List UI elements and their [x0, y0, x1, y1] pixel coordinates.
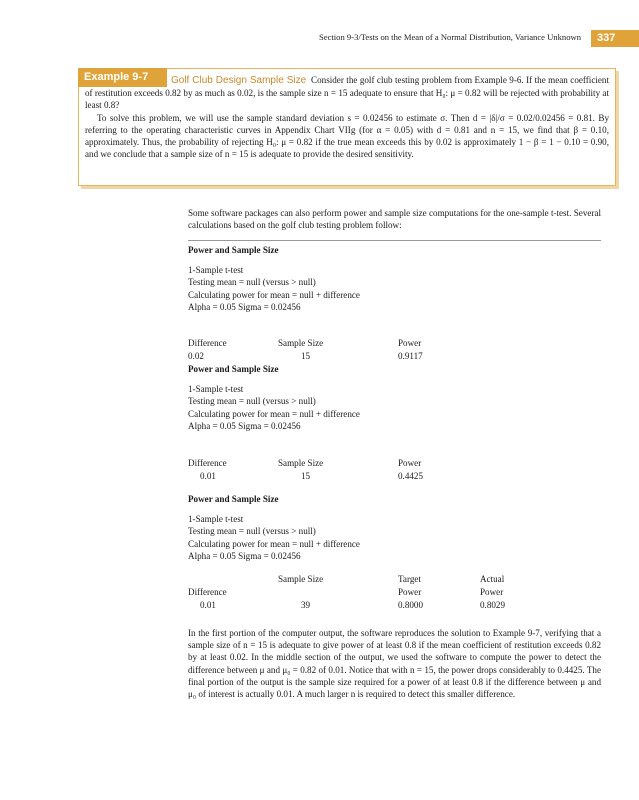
output-2-table [188, 457, 601, 483]
example-para-1-text: Consider the golf club testing problem from Example 9-6. If the mean coefficient of restitution exceeds 0.82 by as much as 0.02, is the sample size n = 15 adequate to ensure that H₀: μ = 0.82 will be rejected with probability at least 0.8? [85, 75, 609, 111]
col-header: Difference [188, 458, 227, 468]
example-title: Golf Club Design Sample Size [171, 75, 307, 86]
col-header: Target [398, 574, 421, 584]
output-3 [188, 493, 360, 562]
example-para-2: To solve this problem, we will use the sample standard deviation s = 0.02456 to estimate σ. Then d = |δ|/σ = 0.02/0.02456 = 0.81. By referring to the operating characteristic curves in Appendix Chart VIIg (for α = 0.05) with d = 0.81 and n = 15, we find that β = 0.10, approximately. Thus, the probability of rejecting H₀: μ = 0.82 if the true mean exceeds this by 0.02 is approximately 1 − β = 1 − 0.10 = 0.90, and we conclude that a sample size of n = 15 is adequate to provide the desired sensitivity. [85, 112, 609, 160]
divider [188, 240, 601, 241]
cell-difference: 0.01 [200, 600, 216, 610]
col-header: Power [398, 338, 422, 348]
col-header: Difference [188, 338, 227, 348]
output-heading: Power and Sample Size [188, 494, 279, 504]
cell-sample-size: 15 [301, 351, 311, 361]
cell-sample-size: 39 [301, 600, 311, 610]
col-header: Sample Size [278, 338, 324, 348]
cell-difference: 0.02 [188, 351, 204, 361]
cell-target-power: 0.8000 [398, 600, 424, 610]
output-line: Testing mean = null (versus > null) [188, 396, 316, 407]
output-test: 1-Sample t-test [188, 514, 244, 525]
col-header: Sample Size [278, 458, 324, 468]
col-header: Sample Size [278, 574, 324, 584]
output-test: 1-Sample t-test [188, 384, 244, 395]
output-heading: Power and Sample Size [188, 245, 279, 255]
outro-paragraph: In the first portion of the computer output, the software reproduces the solution to Example 9-7, verifying that a sample size of n = 15 is adequate to give power of at least 0.8 if the mean coefficient of restitution exceeds 0.82 by at least 0.02. In the middle section of the output, we used the software to compute the power to detect the difference between μ and μ₀ = 0.82 of 0.01. Notice that with n = 15, the power drops considerably to 0.4425. The final portion of the output is the sample size required for a power of at least 0.8 if the difference between μ and μ₀ of interest is actually 0.01. A much larger n is required to detect this smaller difference. [188, 628, 601, 700]
col-header: Power [398, 458, 422, 468]
cell-power: 0.4425 [398, 471, 424, 481]
output-line: Alpha = 0.05 Sigma = 0.02456 [188, 550, 301, 561]
example-label: Example 9-7 [78, 68, 167, 87]
page-header [0, 30, 639, 48]
col-header: Difference [188, 587, 227, 597]
output-line: Alpha = 0.05 Sigma = 0.02456 [188, 301, 301, 312]
output-1 [188, 244, 360, 313]
example-text [85, 74, 609, 160]
cell-sample-size: 15 [301, 471, 311, 481]
col-header: Actual [480, 574, 505, 584]
col-header: Power [398, 587, 422, 597]
output-test: 1-Sample t-test [188, 265, 244, 276]
output-line: Calculating power for mean = null + difference [188, 289, 360, 300]
output-heading: Power and Sample Size [188, 364, 279, 374]
col-header: Power [480, 587, 504, 597]
page-number: 337 [591, 30, 639, 47]
cell-difference: 0.01 [200, 471, 216, 481]
output-1-table [188, 337, 601, 363]
output-line: Testing mean = null (versus > null) [188, 277, 316, 288]
output-line: Calculating power for mean = null + difference [188, 538, 360, 549]
intro-paragraph: Some software packages can also perform power and sample size computations for the one-sample t-test. Several calculations based on the golf club testing problem follow: [188, 208, 601, 231]
section-title: Section 9-3/Tests on the Mean of a Normal Distribution, Variance Unknown [318, 32, 581, 42]
output-line: Alpha = 0.05 Sigma = 0.02456 [188, 420, 301, 431]
output-3-table [188, 573, 601, 613]
output-2 [188, 363, 360, 432]
example-para-1 [85, 74, 609, 112]
example-box [78, 68, 616, 186]
output-line: Testing mean = null (versus > null) [188, 526, 316, 537]
output-line: Calculating power for mean = null + difference [188, 408, 360, 419]
cell-actual-power: 0.8029 [480, 600, 506, 610]
cell-power: 0.9117 [398, 351, 423, 361]
